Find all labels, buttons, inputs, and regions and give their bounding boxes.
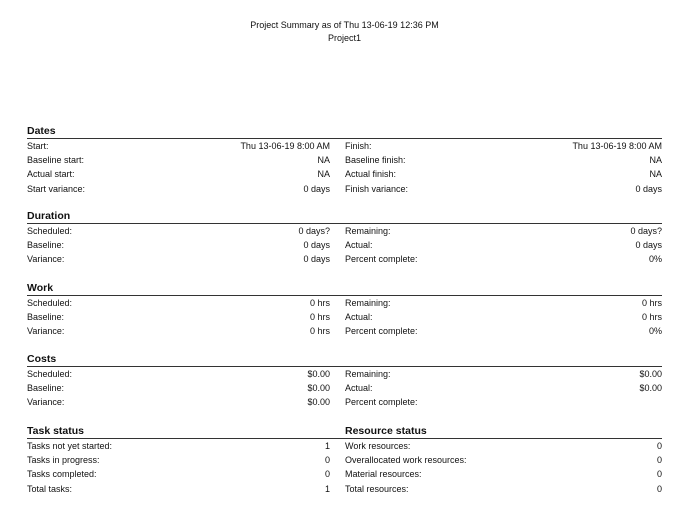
row-pair <box>345 252 662 266</box>
row-pair <box>345 182 662 196</box>
row-value: NA <box>317 155 330 166</box>
row-label: Finish: <box>345 141 372 151</box>
row-label: Overallocated work resources: <box>345 455 467 466</box>
row-value: 0% <box>648 326 662 337</box>
row-pair <box>345 453 662 467</box>
row-pair <box>345 367 662 381</box>
row-label: Actual: <box>345 383 373 394</box>
section-title: Dates <box>27 125 56 137</box>
row-value: 0 hrs <box>641 298 662 308</box>
dates-section <box>27 125 662 196</box>
row-value: 0 hrs <box>309 312 330 323</box>
row-value: 0 <box>324 455 330 466</box>
work-section <box>27 282 662 339</box>
row-pair <box>345 439 662 453</box>
row-value: 0 days <box>303 240 330 251</box>
row-label: Material resources: <box>345 469 422 480</box>
row-value: NA <box>649 155 662 166</box>
row-value: 0 days? <box>630 226 662 236</box>
row-label: Baseline start: <box>27 155 85 166</box>
section-title: Work <box>27 282 54 294</box>
row-label: Scheduled: <box>27 298 73 308</box>
row-label: Actual start: <box>27 169 75 180</box>
row-value: 0 <box>656 469 662 480</box>
row-pair <box>345 310 662 324</box>
row-value: 1 <box>324 441 330 451</box>
row-pair <box>345 467 662 481</box>
row-value: 0 <box>324 469 330 480</box>
row-label: Baseline finish: <box>345 155 406 166</box>
row-value: 0 days <box>303 183 330 194</box>
row-value: 0 days? <box>298 226 330 236</box>
row-label: Start variance: <box>27 183 86 194</box>
section-title: Duration <box>27 210 71 222</box>
row-label: Percent complete: <box>345 397 418 408</box>
row-label: Baseline: <box>27 383 65 394</box>
row-label: Variance: <box>27 254 65 265</box>
row-pair <box>345 296 662 310</box>
row-label: Tasks not yet started: <box>27 441 113 451</box>
section-title: Costs <box>27 353 57 365</box>
row-value: NA <box>317 169 330 180</box>
row-pair <box>345 167 662 181</box>
row-value: 0 days <box>635 240 662 251</box>
row-value: 0 <box>656 441 662 451</box>
row-label: Variance: <box>27 326 65 337</box>
row-value: 0 days <box>635 183 662 194</box>
row-value: NA <box>649 169 662 180</box>
report-header <box>0 19 689 45</box>
row-label: Tasks completed: <box>27 469 97 480</box>
row-value: $0.00 <box>307 383 330 394</box>
row-label: Work resources: <box>345 441 411 451</box>
row-value: $0.00 <box>307 369 330 379</box>
row-label: Actual: <box>345 312 373 323</box>
row-value: Thu 13-06-19 8:00 AM <box>572 141 662 151</box>
report-title: Project Summary as of Thu 13-06-19 12:36 PM <box>250 20 439 30</box>
costs-section <box>27 353 662 410</box>
row-value: 0 hrs <box>641 312 662 323</box>
row-value: 0% <box>648 254 662 265</box>
row-label: Total resources: <box>345 483 409 494</box>
row-label: Percent complete: <box>345 254 418 265</box>
row-label: Finish variance: <box>345 183 409 194</box>
row-pair <box>345 324 662 338</box>
row-value: 0 hrs <box>309 326 330 337</box>
row-label: Baseline: <box>27 240 65 251</box>
row-pair <box>345 381 662 395</box>
task-status-title: Task status <box>27 425 84 437</box>
row-value: 0 days <box>303 254 330 265</box>
row-label: Scheduled: <box>27 369 73 379</box>
row-pair <box>345 139 662 153</box>
row-value: $0.00 <box>307 397 330 408</box>
status-section <box>27 425 662 496</box>
row-pair <box>345 224 662 238</box>
row-value: 0 <box>656 455 662 466</box>
row-label: Remaining: <box>345 369 391 379</box>
row-label: Remaining: <box>345 226 391 236</box>
row-label: Tasks in progress: <box>27 455 100 466</box>
row-label: Remaining: <box>345 298 391 308</box>
row-value: $0.00 <box>639 383 662 394</box>
row-label: Variance: <box>27 397 65 408</box>
row-pair <box>345 153 662 167</box>
row-value: $0.00 <box>639 369 662 379</box>
duration-section <box>27 210 662 267</box>
resource-status-title: Resource status <box>345 425 427 437</box>
row-pair <box>345 395 662 409</box>
row-value: 1 <box>324 483 330 494</box>
row-label: Start: <box>27 141 49 151</box>
row-label: Total tasks: <box>27 483 73 494</box>
row-value: Thu 13-06-19 8:00 AM <box>240 141 330 151</box>
row-label: Actual finish: <box>345 169 397 180</box>
row-label: Scheduled: <box>27 226 73 236</box>
row-label: Baseline: <box>27 312 65 323</box>
project-name: Project1 <box>327 33 362 43</box>
row-label: Percent complete: <box>345 326 418 337</box>
row-value: 0 <box>656 483 662 494</box>
row-pair <box>345 482 662 496</box>
row-value: 0 hrs <box>309 298 330 308</box>
row-pair <box>345 238 662 252</box>
row-label: Actual: <box>345 240 373 251</box>
